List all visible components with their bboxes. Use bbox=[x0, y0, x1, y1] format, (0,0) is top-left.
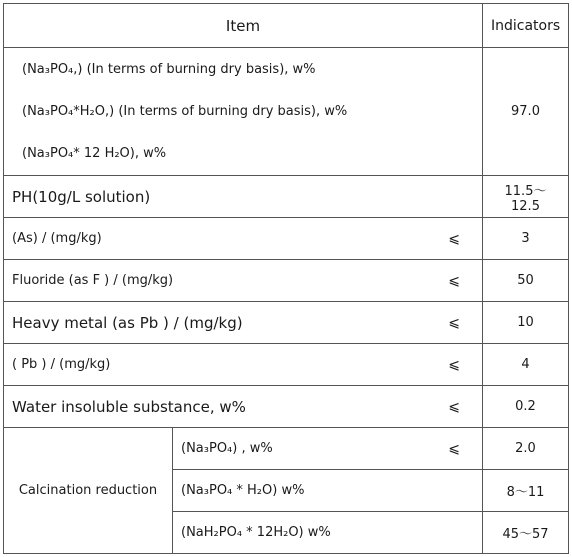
ph-value: 11.5～12.5 bbox=[483, 176, 569, 218]
arsenic-le-sign: ⩽ bbox=[448, 230, 460, 247]
calcination-value-3: 45～57 bbox=[483, 512, 569, 554]
arsenic-row bbox=[4, 218, 569, 260]
fluoride-le-sign: ⩽ bbox=[448, 272, 460, 289]
calcination-value-2: 8～11 bbox=[483, 470, 569, 512]
calcination-sub-label-3: (NaH₂PO₄ * 12H₂O) w% bbox=[173, 512, 483, 554]
calcination-sub-label-1: (Na₃PO₄) , w% bbox=[181, 441, 273, 456]
heavy-metal-le-sign: ⩽ bbox=[448, 314, 460, 331]
arsenic-value: 3 bbox=[483, 218, 569, 260]
lead-le-sign: ⩽ bbox=[448, 356, 460, 373]
content-row bbox=[4, 48, 569, 176]
water-insoluble-row bbox=[4, 386, 569, 428]
calcination-le-sign: ⩽ bbox=[448, 440, 460, 457]
header-item: Item bbox=[4, 4, 483, 48]
calcination-label: Calcination reduction bbox=[4, 428, 173, 554]
water-insoluble-value: 0.2 bbox=[483, 386, 569, 428]
lead-value: 4 bbox=[483, 344, 569, 386]
calcination-row-1 bbox=[4, 428, 569, 470]
heavy-metal-label: Heavy metal (as Pb ) / (mg/kg) bbox=[12, 313, 243, 332]
lead-label: ( Pb ) / (mg/kg) bbox=[12, 357, 111, 372]
lead-row bbox=[4, 344, 569, 386]
header-row bbox=[4, 4, 569, 48]
content-value: 97.0 bbox=[483, 48, 569, 176]
ph-label: PH(10g/L solution) bbox=[4, 176, 483, 218]
water-insoluble-label: Water insoluble substance, w% bbox=[12, 397, 246, 416]
calcination-value-1: 2.0 bbox=[483, 428, 569, 470]
content-line-2: (Na₃PO₄*H₂O,) (In terms of burning dry basis), w% bbox=[22, 104, 348, 119]
fluoride-row bbox=[4, 260, 569, 302]
content-items bbox=[4, 48, 483, 176]
arsenic-label: (As) / (mg/kg) bbox=[12, 231, 102, 246]
heavy-metal-value: 10 bbox=[483, 302, 569, 344]
header-indicators: Indicators bbox=[483, 4, 569, 48]
fluoride-label: Fluoride (as F ) / (mg/kg) bbox=[12, 273, 174, 288]
water-insoluble-le-sign: ⩽ bbox=[448, 398, 460, 415]
content-line-1: (Na₃PO₄,) (In terms of burning dry basis), w% bbox=[22, 62, 316, 77]
calcination-sub-label-2: (Na₃PO₄ * H₂O) w% bbox=[173, 470, 483, 512]
specification-table bbox=[3, 3, 569, 554]
heavy-metal-row bbox=[4, 302, 569, 344]
content-line-3: (Na₃PO₄* 12 H₂O), w% bbox=[22, 146, 167, 161]
ph-row bbox=[4, 176, 569, 218]
fluoride-value: 50 bbox=[483, 260, 569, 302]
